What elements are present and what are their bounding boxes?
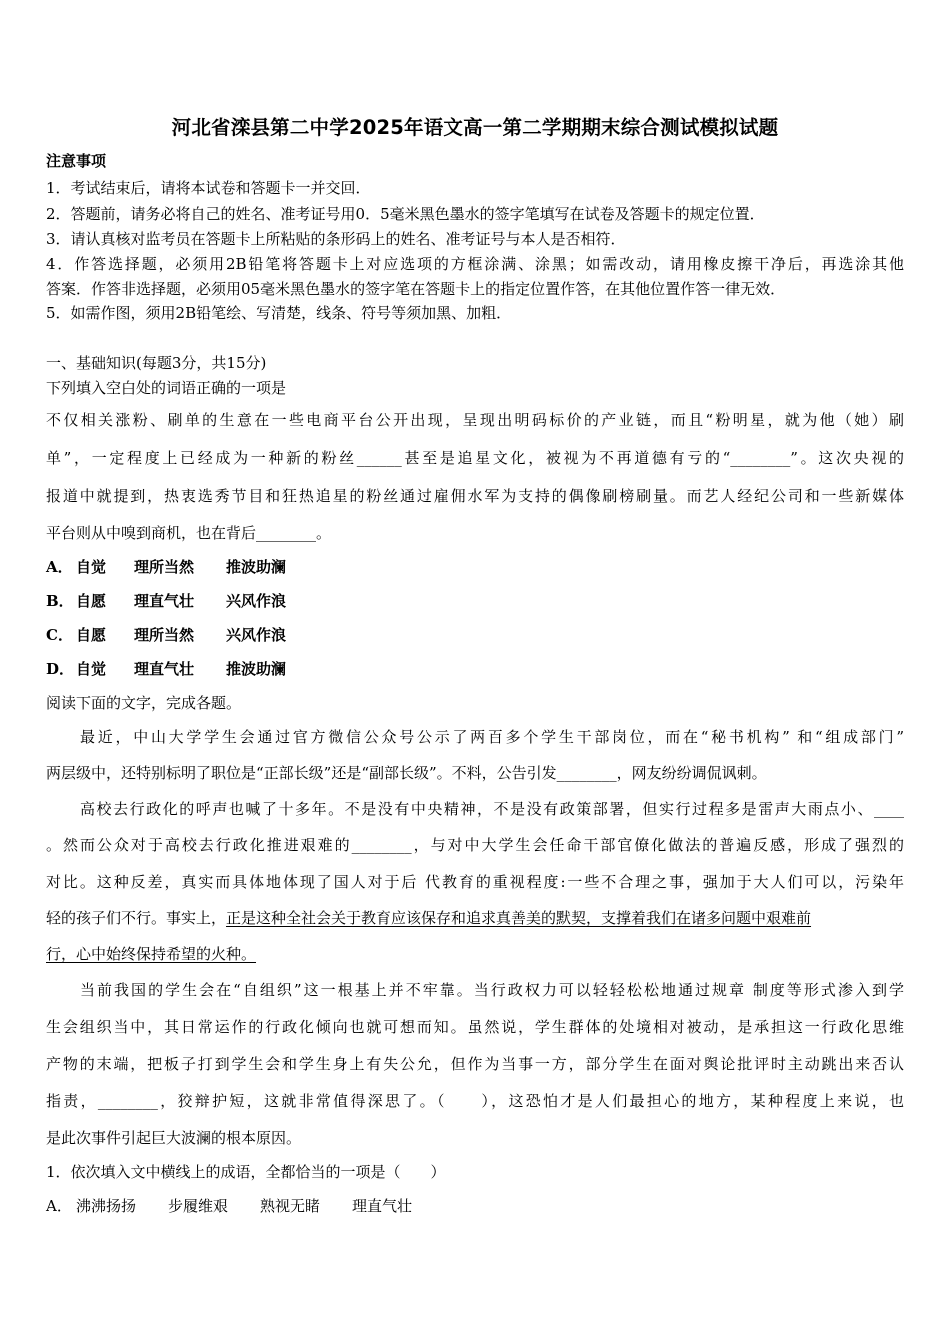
option-letter: B． xyxy=(46,592,74,610)
note-item: 3．请认真核对监考员在答题卡上所粘贴的条形码上的姓名、准考证号与本人是否相符． xyxy=(46,230,626,248)
reading-line: 当前我国的学生会在“自组织”这一根基上并不牢靠。当行政权力可以轻轻松松地通过规章 制度等形式渗入到学 xyxy=(80,981,904,999)
option-word: 熟视无睹 xyxy=(260,1197,321,1215)
option-letter: D． xyxy=(46,660,75,678)
reading-line: 是此次事件引起巨大波澜的根本原因。 xyxy=(46,1129,302,1147)
option-word: 推波助澜 xyxy=(226,558,287,576)
note-item: 2．答题前，请务必将自己的姓名、准考证号用0．5毫米黑色墨水的签字笔填写在试卷及答题卡的规定位置． xyxy=(46,205,765,223)
passage-line: 平台则从中嗅到商机，也在背后________。 xyxy=(46,524,332,542)
question-stem: 下列填入空白处的词语正确的一项是 xyxy=(46,379,287,397)
option-word: 兴风作浪 xyxy=(226,626,287,644)
option-word: 沸沸扬扬 xyxy=(76,1197,137,1215)
reading-line: 指责，________，狡辩护短，这就非常值得深思了。（ ），这恐怕才是人们最担心的地方，某种程度上来说，也 xyxy=(46,1092,904,1110)
passage-line: 单”，一定程度上已经成为一种新的粉丝______甚至是追星文化，被视为不再道德有亏的“________”。这次央视的 xyxy=(46,449,904,467)
option-word: 自觉 xyxy=(76,558,107,576)
option-word: 步履维艰 xyxy=(168,1197,229,1215)
option-word: 自愿 xyxy=(76,592,107,610)
option-c[interactable] xyxy=(46,624,286,645)
underlined-sentence-end: 行，心中始终保持希望的火种。 xyxy=(46,945,257,963)
option-word: 理直气壮 xyxy=(134,592,195,610)
reading-text: 轻的孩子们不行。事实上， xyxy=(46,909,227,927)
note-item: 答案．作答非选择题，必须用05毫米黑色墨水的签字笔在答题卡上的指定位置作答，在其他位置作答一律无效． xyxy=(46,280,786,298)
reading-line-with-underline xyxy=(46,907,811,928)
option-word: 自愿 xyxy=(76,626,107,644)
option-word: 自觉 xyxy=(76,660,107,678)
question-1-stem: 1．依次填入文中横线上的成语，全都恰当的一项是（ ） xyxy=(46,1163,446,1181)
reading-line: 两层级中，还特别标明了职位是“正部长级”还是“副部长级”。不料，公告引发________，网友纷纷调侃讽刺。 xyxy=(46,764,767,782)
underlined-sentence: 正是这种全社会关于教育应该保存和追求真善美的默契，支撑着我们在诸多问题中艰难前 xyxy=(226,909,812,927)
option-a[interactable] xyxy=(46,556,286,577)
option-letter: A． xyxy=(46,1197,72,1215)
option-letter: C． xyxy=(46,626,73,644)
reading-line: 对比。这种反差，真实而具体地体现了国人对于后 代教育的重视程度:一些不合理之事，强加于大人们可以，污染年 xyxy=(46,873,904,891)
passage-line: 报道中就提到，热衷选秀节目和狂热追星的粉丝通过雇佣水军为支持的偶像刷榜刷量。而艺人经纪公司和一些新媒体 xyxy=(46,487,904,505)
q1-option-a[interactable] xyxy=(46,1195,412,1216)
reading-line: 产物的末端，把板子打到学生会和学生身上有失公允，但作为当事一方，部分学生在面对舆论批评时主动跳出来否认 xyxy=(46,1055,904,1073)
option-word: 推波助澜 xyxy=(226,660,287,678)
option-word: 理所当然 xyxy=(134,558,195,576)
option-b[interactable] xyxy=(46,590,286,611)
passage-line: 不仅相关涨粉、刷单的生意在一些电商平台公开出现，呈现出明码标价的产业链，而且“粉明星，就为他（她）刷 xyxy=(46,411,904,429)
option-word: 理直气壮 xyxy=(134,660,195,678)
option-word: 兴风作浪 xyxy=(226,592,287,610)
option-letter: A． xyxy=(46,558,73,576)
option-word: 理所当然 xyxy=(134,626,195,644)
option-word: 理直气壮 xyxy=(352,1197,413,1215)
note-item: 4．作答选择题，必须用2B铅笔将答题卡上对应选项的方框涂满、涂黑；如需改动，请用橡皮擦干净后，再选涂其他 xyxy=(46,255,904,273)
option-d[interactable] xyxy=(46,658,286,679)
reading-line: 。然而公众对于高校去行政化推进艰难的________，与对中大学生会任命干部官僚化做法的普遍反感，形成了强烈的 xyxy=(46,836,904,854)
note-item: 1．考试结束后，请将本试卷和答题卡一并交回． xyxy=(46,179,371,197)
notes-heading: 注意事项 xyxy=(46,152,107,170)
section-heading: 一、基础知识(每题3分，共15分) xyxy=(46,354,267,372)
reading-line: 最近，中山大学学生会通过官方微信公众号公示了两百多个学生干部岗位，而在“秘书机构” 和“组成部门” xyxy=(80,728,904,746)
reading-intro: 阅读下面的文字，完成各题。 xyxy=(46,694,242,712)
note-item: 5．如需作图，须用2B铅笔绘、写清楚，线条、符号等须加黑、加粗． xyxy=(46,304,512,322)
reading-line: 生会组织当中，其日常运作的行政化倾向也就可想而知。虽然说，学生群体的处境相对被动，是承担这一行政化思维 xyxy=(46,1018,904,1036)
reading-line: 高校去行政化的呼声也喊了十多年。不是没有中央精神，不是没有政策部署，但实行过程多是雷声大雨点小、____ xyxy=(80,800,904,818)
exam-title: 河北省滦县第二中学2025年语文高一第二学期期末综合测试模拟试题 xyxy=(171,116,779,139)
